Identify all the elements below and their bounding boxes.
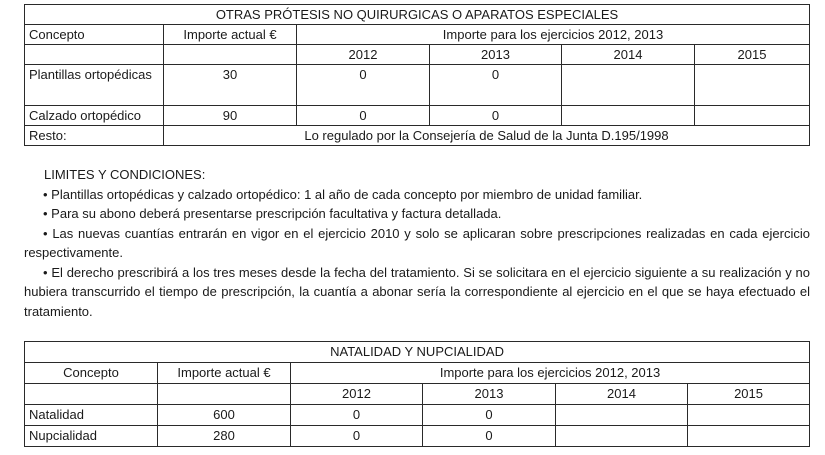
otras-protesis-table xyxy=(24,4,810,146)
row-2013: 0 xyxy=(430,65,562,106)
row-importe: 600 xyxy=(158,405,291,426)
header-year: 2014 xyxy=(562,45,695,65)
row-2015 xyxy=(688,426,810,447)
row-2013: 0 xyxy=(423,405,556,426)
table-title: NATALIDAD Y NUPCIALIDAD xyxy=(25,342,810,363)
header-year: 2013 xyxy=(423,384,556,405)
limits-item: • Las nuevas cuantías entrarán en vigor en el ejercicio 2010 y solo se aplicaran sobre prescripciones realizadas en cada ejercicio respectivamente. xyxy=(24,225,810,260)
row-importe: 90 xyxy=(164,106,297,126)
row-concepto: Plantillas ortopédicas xyxy=(25,65,164,106)
empty-cell xyxy=(164,45,297,65)
header-ejercicios: Importe para los ejercicios 2012, 2013 xyxy=(297,25,810,45)
header-importe: Importe actual € xyxy=(164,25,297,45)
table-row xyxy=(25,65,810,106)
header-year: 2014 xyxy=(556,384,688,405)
row-importe: 280 xyxy=(158,426,291,447)
header-year: 2015 xyxy=(688,384,810,405)
row-2012: 0 xyxy=(297,65,430,106)
limits-item: • El derecho prescribirá a los tres meses desde la fecha del tratamiento. Si se solicitara en el ejercicio siguiente a su realización y no hubiera transcurrido el tiempo de prescripción, la cuantía a abonar sería la correspondiente al ejercicio en el que se haya efectuado el tratamiento. xyxy=(24,264,810,319)
header-ejercicios: Importe para los ejercicios 2012, 2013 xyxy=(291,363,810,384)
row-2014 xyxy=(562,106,695,126)
row-2012: 0 xyxy=(291,426,423,447)
row-importe: 30 xyxy=(164,65,297,106)
row-2013: 0 xyxy=(423,426,556,447)
limits-section xyxy=(24,165,810,321)
row-2012: 0 xyxy=(291,405,423,426)
table-row xyxy=(25,106,810,126)
limits-item: • Para su abono deberá presentarse prescripción facultativa y factura detallada. xyxy=(43,206,502,221)
header-concepto: Concepto xyxy=(25,363,158,384)
row-2014 xyxy=(556,405,688,426)
natalidad-table xyxy=(24,341,810,447)
row-concepto: Natalidad xyxy=(25,405,158,426)
row-2012: 0 xyxy=(297,106,430,126)
row-2015 xyxy=(695,106,810,126)
row-2013: 0 xyxy=(430,106,562,126)
row-2015 xyxy=(695,65,810,106)
row-concepto: Calzado ortopédico xyxy=(25,106,164,126)
row-2014 xyxy=(556,426,688,447)
resto-text: Lo regulado por la Consejería de Salud de la Junta D.195/1998 xyxy=(164,126,810,146)
empty-cell xyxy=(25,384,158,405)
row-2014 xyxy=(562,65,695,106)
row-2015 xyxy=(688,405,810,426)
empty-cell xyxy=(25,45,164,65)
header-year: 2012 xyxy=(297,45,430,65)
empty-cell xyxy=(158,384,291,405)
header-year: 2012 xyxy=(291,384,423,405)
resto-label: Resto: xyxy=(25,126,164,146)
table-row xyxy=(25,405,810,426)
table-title: OTRAS PRÓTESIS NO QUIRURGICAS O APARATOS ESPECIALES xyxy=(25,5,810,25)
table-row xyxy=(25,426,810,447)
header-concepto: Concepto xyxy=(25,25,164,45)
header-importe: Importe actual € xyxy=(158,363,291,384)
row-concepto: Nupcialidad xyxy=(25,426,158,447)
limits-heading: LIMITES Y CONDICIONES: xyxy=(44,167,206,182)
header-year: 2013 xyxy=(430,45,562,65)
limits-item: • Plantillas ortopédicas y calzado ortopédico: 1 al año de cada concepto por miembro de unidad familiar. xyxy=(43,186,643,202)
header-year: 2015 xyxy=(695,45,810,65)
table-row xyxy=(25,126,810,146)
